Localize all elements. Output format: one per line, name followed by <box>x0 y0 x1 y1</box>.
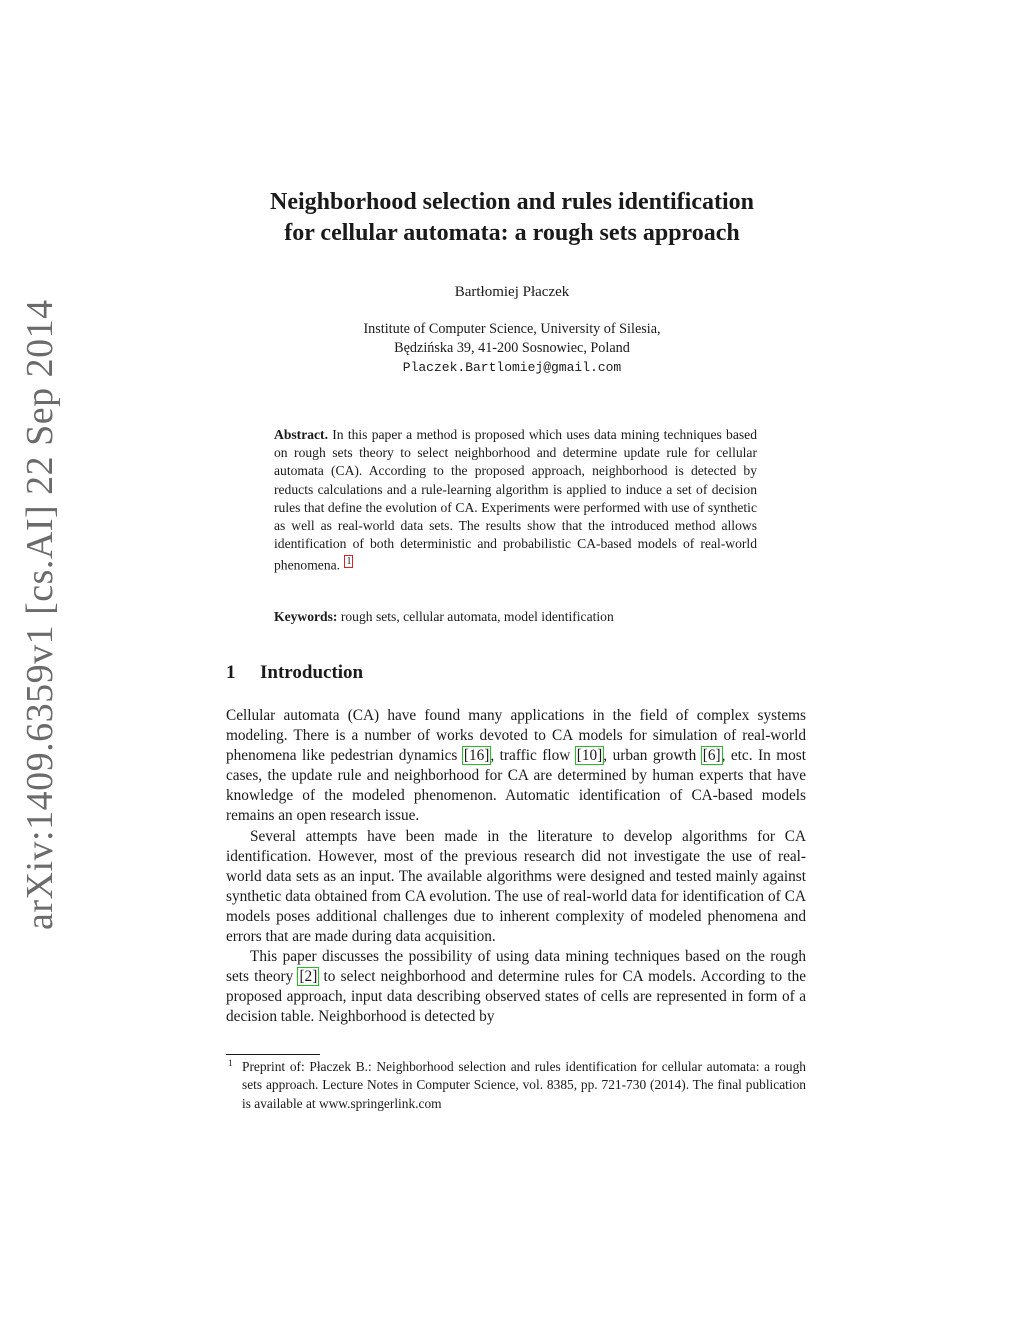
affiliation-line-1: Institute of Computer Science, University of Silesia, <box>363 321 661 337</box>
p3-text-b: to select neighborhood and determine rules for CA models. According to the proposed approach, input data describing observed states of cells are represented in form of a decision table. Neighborhood is detected by <box>226 968 807 1026</box>
abstract-label: Abstract. <box>274 427 328 442</box>
keywords <box>274 609 757 625</box>
citation-6[interactable]: [6] <box>702 747 721 765</box>
paper-title-line-2: for cellular automata: a rough sets approach <box>284 220 740 246</box>
p1-text-d: , etc. In most cases, the update rule and neighborhood for CA are determined by human experts that have knowledge of the modeled phenomenon. Automatic identification of CA-based models remains an open research issue. <box>226 747 806 825</box>
body-text <box>226 706 806 1028</box>
section-heading <box>226 662 363 684</box>
p1-text-b: , traffic flow <box>490 747 571 765</box>
section-title: Introduction <box>260 662 364 683</box>
affiliation-line-2: Będzińska 39, 41-200 Sosnowiec, Poland <box>394 340 630 356</box>
abstract <box>274 426 757 575</box>
paper-title-line-1: Neighborhood selection and rules identification <box>269 189 755 215</box>
section-number: 1 <box>226 662 236 683</box>
abstract-text: In this paper a method is proposed which uses data mining techniques based on rough sets theory to select neighborhood and determine update rule for cellular automata (CA). According to the proposed approach, neighborhood is detected by reducts calculations and a rule-learning algorithm is applied to induce a set of decision rules that define the evolution of CA. Experiments were performed with use of synthetic as well as real-world data sets. The results show that the introduced method allows identification of both deterministic and probabilistic CA-based models of real-world phenomena. <box>274 427 757 573</box>
footnote-text: Preprint of: Płaczek B.: Neighborhood selection and rules identification for cellular automata: a rough sets approach. Lecture Notes in Computer Science, vol. 8385, pp. 721-730 (2014). The final publication is available at www.springerlink.com <box>242 1059 806 1111</box>
footnote <box>226 1058 806 1113</box>
paragraph-1 <box>226 706 806 827</box>
footnote-number: 1 <box>228 1059 233 1069</box>
keywords-text: rough sets, cellular automata, model identification <box>340 609 614 624</box>
citation-10[interactable]: [10] <box>576 747 603 765</box>
p1-text-c: , urban growth <box>603 747 697 765</box>
author-email[interactable]: Placzek.Bartlomiej@gmail.com <box>402 360 622 375</box>
citation-2[interactable]: [2] <box>299 968 318 986</box>
footnote-link[interactable]: 1 <box>346 556 352 568</box>
footnote-divider <box>226 1054 320 1055</box>
affiliation <box>0 320 1024 377</box>
citation-16[interactable]: [16] <box>463 747 490 765</box>
author-name: Bartłomiej Płaczek <box>454 284 570 300</box>
paragraph-3 <box>226 947 806 1027</box>
paragraph-2: Several attempts have been made in the literature to develop algorithms for CA identification. However, most of the previous research did not investigate the use of real-world data sets as an input. The available algorithms were designed and tested mainly against synthetic data obtained from CA evolution. The use of real-world data for identification of CA models poses additional challenges due to inherent complexity of modeled phenomena and errors that are made during data acquisition. <box>226 827 806 946</box>
p1-text-a: Cellular automata (CA) have found many applications in the field of complex systems modeling. There is a number of works devoted to CA models for simulation of real-world phenomena like pedestrian dynamics <box>226 707 806 765</box>
p3-text-a: This paper discusses the possibility of using data mining techniques based on the rough sets theory <box>226 948 806 986</box>
keywords-label: Keywords: <box>274 609 338 624</box>
arxiv-stamp: arXiv:1409.6359v1 [cs.AI] 22 Sep 2014 <box>19 299 61 930</box>
